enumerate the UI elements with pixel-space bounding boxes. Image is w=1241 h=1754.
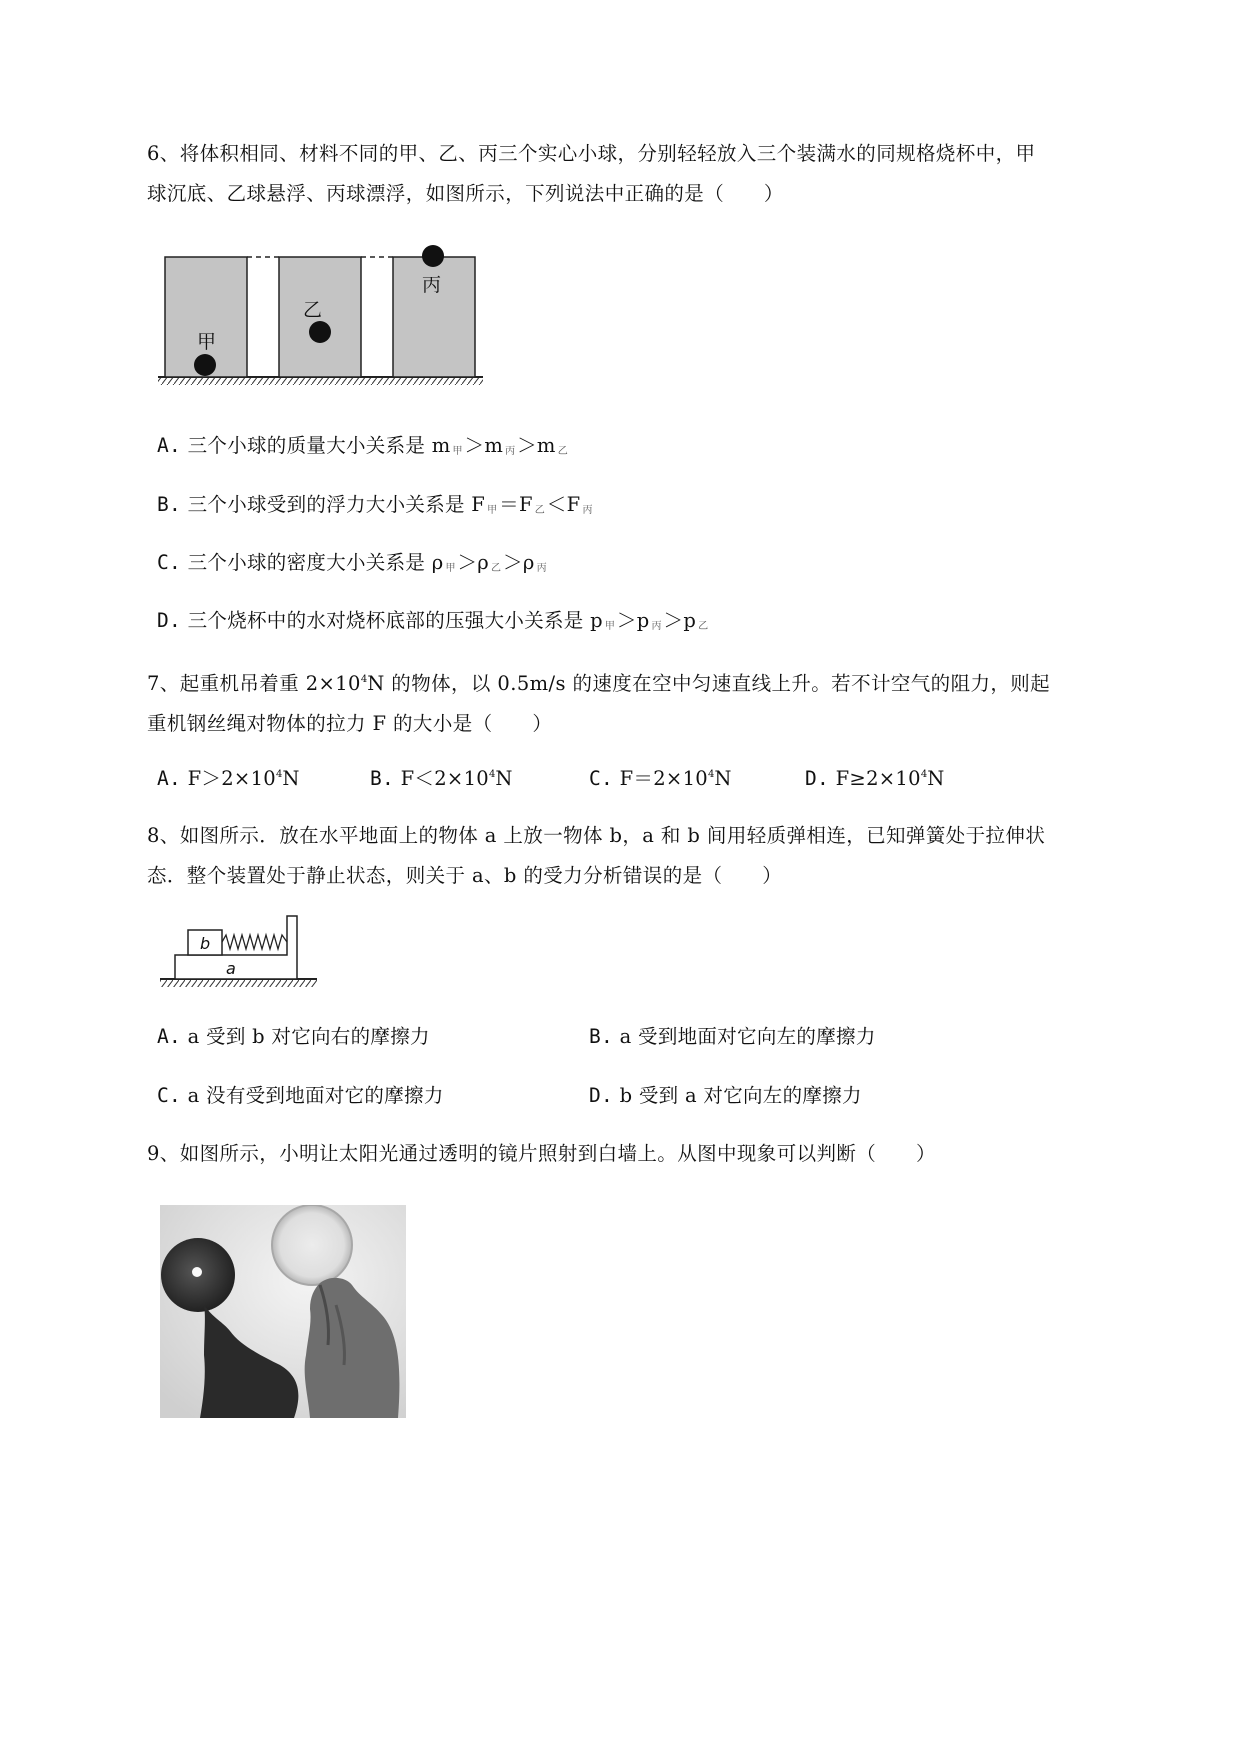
option-text: F＞2×10 — [187, 767, 276, 790]
question-8-option-d[interactable] — [589, 1081, 862, 1111]
stem-text: N 的物体，以 0.5m/s 的速度在空中匀速直线上升。若不计空气的阻力，则起 — [367, 672, 1051, 695]
question-8-option-c[interactable] — [157, 1081, 444, 1111]
quantity-symbol: ρ — [477, 551, 490, 574]
relation-symbol: ＝ — [499, 493, 519, 516]
question-9-stem — [147, 1134, 1147, 1174]
label-yi: 乙 — [303, 299, 323, 321]
option-text: 三个烧杯中的水对烧杯底部的压强大小关系是 — [187, 609, 584, 632]
label-b: b — [200, 934, 211, 953]
option-text: N — [282, 767, 300, 790]
question-6-option-c[interactable] — [157, 548, 549, 584]
question-6-option-b[interactable] — [157, 490, 594, 526]
question-8-option-a[interactable] — [157, 1022, 430, 1052]
question-7-option-b[interactable] — [370, 760, 513, 794]
subscript: 丙 — [582, 505, 593, 516]
quantity-symbol: p — [636, 609, 650, 632]
option-label: C. — [157, 1084, 182, 1107]
ground-hatching — [158, 378, 483, 385]
spring-blocks-figure — [155, 908, 325, 998]
quantity-symbol: F — [566, 493, 581, 516]
subscript: 丙 — [651, 621, 662, 632]
option-label: C. — [589, 767, 614, 790]
quantity-symbol: m — [536, 434, 556, 457]
option-label: C. — [157, 551, 182, 574]
quantity-symbol: p — [590, 609, 603, 632]
quantity-symbol: m — [484, 434, 504, 457]
relation-symbol: ＞ — [457, 551, 478, 574]
question-6-option-a[interactable] — [157, 431, 570, 467]
subscript: 丙 — [505, 446, 516, 457]
quantity-symbol: F — [471, 493, 486, 516]
option-text: N — [495, 767, 513, 790]
relation-symbol: ＞ — [503, 551, 523, 574]
question-6-stem-line-2: 球沉底、乙球悬浮、丙球漂浮，如图所示，下列说法中正确的是（ ） — [147, 182, 784, 205]
question-7-stem-line-1 — [147, 660, 1147, 704]
relation-symbol: ＞ — [517, 434, 537, 457]
option-text: N — [714, 767, 732, 790]
question-7-option-c[interactable] — [589, 760, 732, 794]
question-6-stem — [147, 134, 1147, 214]
option-label: A. — [157, 767, 182, 790]
option-text: b 受到 a 对它向左的摩擦力 — [619, 1084, 862, 1107]
subscript: 丙 — [536, 563, 547, 574]
ball-yi — [309, 321, 331, 343]
subscript: 甲 — [452, 446, 463, 457]
question-8-stem-line-2: 态．整个装置处于静止状态，则关于 a、b 的受力分析错误的是（ ） — [147, 864, 783, 887]
option-label: B. — [157, 493, 182, 516]
question-8-stem-line-1: 8、如图所示．放在水平地面上的物体 a 上放一物体 b，a 和 b 间用轻质弹相连，已知弹簧处于拉伸状 — [147, 824, 1046, 847]
option-text: F≥2×10 — [835, 767, 921, 790]
beakers-figure — [150, 240, 490, 390]
question-6-stem-line-1: 6、将体积相同、材料不同的甲、乙、丙三个实心小球，分别轻轻放入三个装满水的同规格烧杯中，甲 — [147, 142, 1036, 165]
lens-photo-figure — [160, 1205, 406, 1418]
quantity-symbol: m — [431, 434, 451, 457]
option-text: N — [927, 767, 945, 790]
ball-bing — [422, 245, 444, 267]
subscript: 甲 — [445, 563, 456, 574]
option-label: B. — [370, 767, 395, 790]
option-label: D. — [589, 1084, 614, 1107]
subscript: 乙 — [698, 621, 709, 632]
quantity-symbol: F — [518, 493, 533, 516]
light-spot — [192, 1267, 202, 1277]
question-7-option-a[interactable] — [157, 760, 300, 794]
spring — [222, 935, 287, 949]
quantity-symbol: ρ — [431, 551, 444, 574]
exponent: 4 — [488, 769, 496, 780]
option-label: D. — [805, 767, 830, 790]
option-text: a 受到地面对它向左的摩擦力 — [619, 1025, 876, 1048]
relation-symbol: ＜ — [546, 493, 567, 516]
relation-symbol: ＞ — [616, 609, 637, 632]
question-7-stem — [147, 660, 1147, 744]
question-6-option-d[interactable] — [157, 606, 710, 642]
subscript: 甲 — [487, 505, 498, 516]
option-text: 三个小球受到的浮力大小关系是 — [187, 493, 465, 516]
quantity-symbol: p — [683, 609, 697, 632]
option-label: D. — [157, 609, 182, 632]
option-text: 三个小球的质量大小关系是 — [187, 434, 426, 457]
exponent: 4 — [707, 769, 715, 780]
exponent: 4 — [275, 769, 283, 780]
exponent: 4 — [360, 674, 368, 685]
subscript: 乙 — [534, 505, 545, 516]
relation-symbol: ＞ — [464, 434, 485, 457]
ball-jia — [194, 354, 216, 376]
option-text: a 受到 b 对它向右的摩擦力 — [187, 1025, 430, 1048]
question-7-stem-line-2: 重机钢丝绳对物体的拉力 F 的大小是（ ） — [147, 712, 553, 735]
subscript: 乙 — [557, 446, 568, 457]
label-jia: 甲 — [197, 331, 217, 353]
subscript: 甲 — [604, 621, 615, 632]
option-label: B. — [589, 1025, 614, 1048]
question-8-stem — [147, 816, 1147, 896]
option-text: 三个小球的密度大小关系是 — [187, 551, 426, 574]
exponent: 4 — [920, 769, 928, 780]
option-text: F＝2×10 — [619, 767, 708, 790]
option-text: a 没有受到地面对它的摩擦力 — [187, 1084, 444, 1107]
label-a: a — [226, 959, 236, 978]
subscript: 乙 — [491, 563, 502, 574]
option-label: A. — [157, 1025, 182, 1048]
stem-text: 7、起重机吊着重 2×10 — [147, 672, 361, 695]
ground-hatching — [160, 980, 317, 987]
option-text: F＜2×10 — [400, 767, 489, 790]
relation-symbol: ＞ — [663, 609, 684, 632]
question-8-option-b[interactable] — [589, 1022, 876, 1052]
option-label: A. — [157, 434, 182, 457]
question-7-option-d[interactable] — [805, 760, 945, 794]
question-9-stem-line-1: 9、如图所示，小明让太阳光通过透明的镜片照射到白墙上。从图中现象可以判断（ ） — [147, 1142, 936, 1165]
label-bing: 丙 — [422, 274, 442, 296]
quantity-symbol: ρ — [522, 551, 535, 574]
lens — [272, 1205, 352, 1285]
